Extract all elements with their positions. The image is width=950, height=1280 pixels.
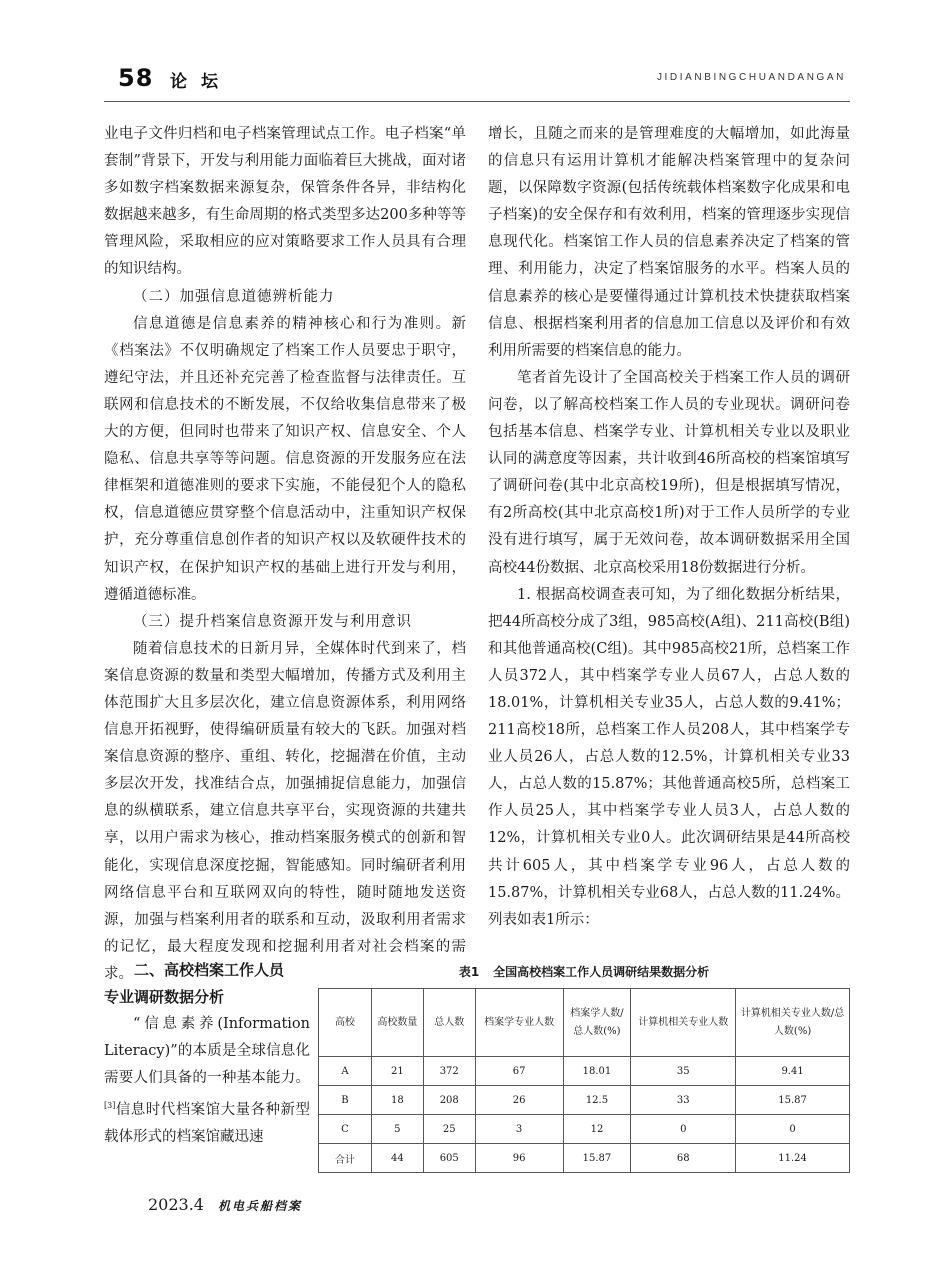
page-header xyxy=(104,62,850,102)
table-header-row xyxy=(319,989,850,1057)
paragraph: 1. 根据高校调查表可知，为了细化数据分析结果，把44所高校分成了3组，985高校(A组)、211高校(B组)和其他普通高校(C组)。其中985高校21所，总档案工作人员372人，其中档案学专业人员67人，占总人数的18.01%，计算机相关专业35人，占总人数的9.41%；211高校18所，总档案工作人员208人，其中档案学专业人员26人，占总人数的12.5%，计算机相关专业33人，占总人数的15.87%；其他普通高校5所，总档案工作人员25人，其中档案学专业人员3人，占总人数的12%，计算机相关专业0人。此次调研结果是44所高校共计605人，其中档案学专业96人，占总人数的15.87%，计算机相关专业68人，占总人数的11.24%。列表如表1所示： xyxy=(488,586,850,928)
table-cell: 合计 xyxy=(319,1144,372,1173)
left-column xyxy=(104,121,466,988)
table-cell: 3 xyxy=(475,1115,563,1144)
column-header: 计算机相关专业人数 xyxy=(631,989,736,1057)
page-footer xyxy=(148,1195,302,1214)
table-cell: 15.87 xyxy=(736,1086,850,1115)
paragraph-text: “信息素养(Information Literacy)”的本质是全球信息化需要人们具备的一种基本能力。 xyxy=(104,1016,310,1087)
table-cell: 15.87 xyxy=(563,1144,631,1173)
right-column xyxy=(488,121,850,934)
journal-name: 机电兵船档案 xyxy=(217,1199,302,1213)
table-row xyxy=(319,1115,850,1144)
column-header: 档案学人数/总人数(%) xyxy=(563,989,631,1057)
citation-ref: [3] xyxy=(104,1101,116,1111)
issue-number: 2023.4 xyxy=(148,1195,204,1214)
table-cell: 5 xyxy=(371,1115,423,1144)
paragraph: 信息道德是信息素养的精神核心和行为准则。新《档案法》不仅明确规定了档案工作人员要忠于职守，遵纪守法，并且还补充完善了检查监督与法律责任。互联网和信息技术的不断发展，不仅给收集信息带来了极大的方便，但同时也带来了知识产权、信息安全、个人隐私、信息共享等等问题。信息资源的开发服务应在法律框架和道德准则的要求下实施，不能侵犯个人的隐私权，信息道德应贯穿整个信息活动中，注重知识产权保护，充分尊重信息创作者的知识产权以及软硬件技术的知识产权，在保护知识产权的基础上进行开发与利用，遵循道德标准。 xyxy=(104,315,466,603)
table-cell: 18 xyxy=(371,1086,423,1115)
table-cell: 0 xyxy=(736,1115,850,1144)
paragraph-text: 信息时代档案馆大量各种新型载体形式的档案馆藏迅速 xyxy=(104,1102,310,1146)
section-heading xyxy=(104,957,314,1011)
table-caption xyxy=(318,963,850,980)
narrow-column xyxy=(104,1011,310,1151)
table-cell: 208 xyxy=(423,1086,475,1115)
table-title: 全国高校档案工作人员调研结果数据分析 xyxy=(493,965,710,979)
table-cell: 9.41 xyxy=(736,1057,850,1086)
table-cell: 605 xyxy=(423,1144,475,1173)
table-cell: 11.24 xyxy=(736,1144,850,1173)
table-row-total xyxy=(319,1144,850,1173)
subheading: （二）加强信息道德辨析能力 xyxy=(133,288,335,305)
running-title: JIDIANBINGCHUANDANGAN xyxy=(656,72,846,83)
table-cell: 44 xyxy=(371,1144,423,1173)
paragraph: 随着信息技术的日新月异，全媒体时代到来了，档案信息资源的数量和类型大幅增加，传播方式及利用主体范围扩大且多层次化，建立信息资源体系，利用网络信息开拓视野，使得编研质量有较大的飞跃。加强对档案信息资源的整序、重组、转化，挖掘潜在价值，主动多层次开发，找准结合点，加强捕捉信息能力，加强信息的纵横联系，建立信息共享平台，实现资源的共建共享，以用户需求为核心，推动档案服务模式的创新和智能化，实现信息深度挖掘，智能感知。同时编研者利用网络信息平台和互联网双向的特性，随时随地发送资源，加强与档案利用者的联系和互动，汲取利用者需求的记忆，最大程度发现和挖掘利用者对社会档案的需求。 xyxy=(104,640,466,982)
table-cell: 33 xyxy=(631,1086,736,1115)
table-cell: 67 xyxy=(475,1057,563,1086)
column-header: 档案学专业人数 xyxy=(475,989,563,1057)
table-cell: 21 xyxy=(371,1057,423,1086)
table-cell: B xyxy=(319,1086,372,1115)
table-cell: 18.01 xyxy=(563,1057,631,1086)
table-cell: 25 xyxy=(423,1115,475,1144)
subheading: （三）提升档案信息资源开发与利用意识 xyxy=(133,613,412,630)
paragraph xyxy=(104,1011,310,1151)
table-cell: 12 xyxy=(563,1115,631,1144)
table-cell: C xyxy=(319,1115,372,1144)
column-header: 计算机相关专业人数/总人数(%) xyxy=(736,989,850,1057)
table-cell: 35 xyxy=(631,1057,736,1086)
table-cell: 12.5 xyxy=(563,1086,631,1115)
table-cell: A xyxy=(319,1057,372,1086)
table-cell: 68 xyxy=(631,1144,736,1173)
table-row xyxy=(319,1086,850,1115)
table-cell: 26 xyxy=(475,1086,563,1115)
table-number: 表1 xyxy=(458,965,480,979)
table-row xyxy=(319,1057,850,1086)
paragraph: 笔者首先设计了全国高校关于档案工作人员的调研问卷，以了解高校档案工作人员的专业现状。调研问卷包括基本信息、档案学专业、计算机相关专业以及职业认同的满意度等因素，共计收到46所高校的档案馆填写了调研问卷(其中北京高校19所)，但是根据填写情况，有2所高校(其中北京高校1所)对于工作人员所学的专业没有进行填写，属于无效问卷，故本调研数据采用全国高校44份数据、北京高校采用18份数据进行分析。 xyxy=(488,369,850,576)
column-header: 高校 xyxy=(319,989,372,1057)
table-cell: 372 xyxy=(423,1057,475,1086)
column-header: 总人数 xyxy=(423,989,475,1057)
section-heading-line: 专业调研数据分析 xyxy=(104,988,225,1006)
section-heading-line: 二、高校档案工作人员 xyxy=(134,961,285,979)
section-title: 论坛 xyxy=(170,72,232,92)
page-number: 58 xyxy=(118,64,154,92)
table-cell: 0 xyxy=(631,1115,736,1144)
paragraph: 增长，且随之而来的是管理难度的大幅增加，如此海量的信息只有运用计算机才能解决档案管理中的复杂问题，以保障数字资源(包括传统载体档案数字化成果和电子档案)的安全保存和有效利用，档案的管理逐步实现信息现代化。档案馆工作人员的信息素养决定了档案的管理、利用能力，决定了档案馆服务的水平。档案人员的信息素养的核心是要懂得通过计算机技术快捷获取档案信息、根据档案利用者的信息加工信息以及评价和有效利用所需要的档案信息的能力。 xyxy=(488,126,850,359)
table-cell: 96 xyxy=(475,1144,563,1173)
data-table xyxy=(318,988,850,1173)
column-header: 高校数量 xyxy=(371,989,423,1057)
paragraph: 业电子文件归档和电子档案管理试点工作。电子档案“单套制”背景下，开发与利用能力面临着巨大挑战，面对诸多如数字档案数据来源复杂，保管条件各异，非结构化数据越来越多，有生命周期的格式类型多达200多种等等管理风险，采取相应的应对策略要求工作人员具有合理的知识结构。 xyxy=(104,126,466,278)
